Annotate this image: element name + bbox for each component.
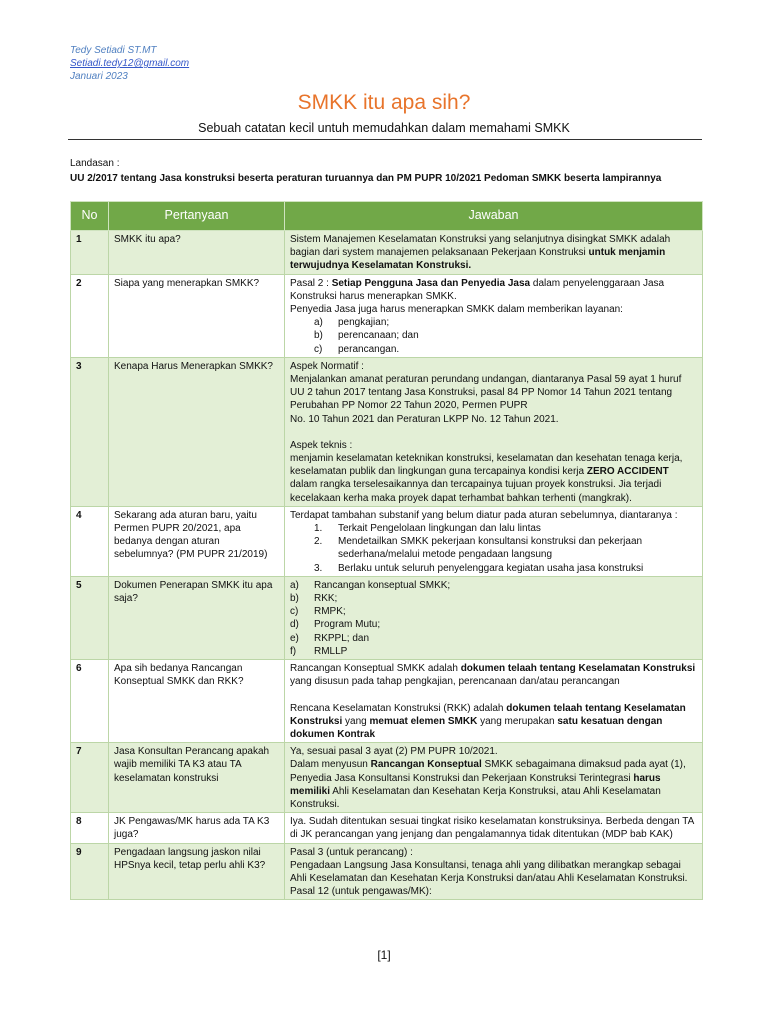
author-block	[70, 44, 189, 83]
list-item: b) perencanaan; dan	[314, 330, 419, 342]
row-question: Sekarang ada aturan baru, yaitu Permen PUPR 20/2021, apa bedanya dengan aturan sebelumnya? (PM PUPR 21/2019)	[109, 506, 285, 576]
page-subtitle: Sebuah catatan kecil untuh memudahkan dalam memahami SMKK	[198, 121, 570, 135]
row-question: JK Pengawas/MK harus ada TA K3 juga?	[109, 813, 285, 843]
list-item: e) RKPPL; dan	[290, 632, 370, 644]
list-item: a) Rancangan konseptual SMKK;	[290, 579, 451, 591]
title-divider	[68, 139, 702, 140]
header-no: No	[71, 202, 109, 231]
row-answer: Iya. Sudah ditentukan sesuai tingkat risiko keselamatan konstruksinya. Berbeda dengan TA di JK perancangan yang jenjang dan pengalamannya tidak ditentukan (MDP bab KAK)	[285, 813, 703, 843]
row-answer: Pasal 3 (untuk perancang) : Pengadaan Langsung Jasa Konsultansi, tenaga ahli yang dilibatkan merangkap sebagai Ahli Keselamatan dan Kesehatan Kerja Konstruksi dan/atau Ahli Keselamatan Konstruksi. Pasal 12 (untuk pengawas/MK):	[285, 843, 703, 900]
table-row	[71, 813, 703, 843]
table-row	[71, 274, 703, 357]
list-item: b) RKK;	[290, 593, 338, 605]
row-question: SMKK itu apa?	[109, 231, 285, 275]
row-number: 1	[71, 231, 109, 275]
row-number: 9	[71, 843, 109, 900]
row-number: 7	[71, 743, 109, 813]
document-list	[290, 579, 697, 658]
page-number: [1]	[377, 948, 391, 962]
list-item: f) RMLLP	[290, 645, 348, 657]
row-answer: Ya, sesuai pasal 3 ayat (2) PM PUPR 10/2021. Dalam menyusun Rancangan Konseptual SMKK sebagaimana dimaksud pada ayat (1), Penyedia Jasa Konsultansi Konstruksi dan Pekerjaan Konstruksi Terintegrasi harus memiliki Ahli Keselamatan dan Kesehatan Kerja Konstruksi, atau Ahli Keselamatan Konstruksi.	[285, 743, 703, 813]
list-item: c) RMPK;	[290, 606, 346, 618]
table-row	[71, 843, 703, 900]
faq-table	[70, 201, 703, 900]
row-number: 6	[71, 660, 109, 743]
author-name: Tedy Setiadi ST.MT	[70, 45, 157, 56]
row-question: Apa sih bedanya Rancangan Konseptual SMKK dan RKK?	[109, 660, 285, 743]
list-item: 1. Terkait Pengelolaan lingkungan dan lalu lintas	[314, 523, 541, 535]
row-number: 3	[71, 357, 109, 506]
author-date: Januari 2023	[70, 71, 128, 82]
table-row	[71, 506, 703, 576]
row-number: 8	[71, 813, 109, 843]
row-answer: Pasal 2 : Setiap Pengguna Jasa dan Penyedia Jasa dalam penyelenggaraan Jasa Konstruksi harus menerapkan SMKK. Penyedia Jasa juga harus menerapkan SMKK dalam memberikan layanan: a) pengkajian; b) perencanaan; dan c) perancangan.	[285, 274, 703, 357]
list-item: d) Program Mutu;	[290, 619, 381, 631]
landasan-block	[70, 156, 661, 186]
landasan-reference: UU 2/2017 tentang Jasa konstruksi beserta peraturan turuannya dan PM PUPR 10/2021 Pedoman SMKK beserta lampirannya	[70, 173, 662, 184]
row-number: 2	[71, 274, 109, 357]
table-row	[71, 576, 703, 659]
table-row	[71, 357, 703, 506]
row-number: 5	[71, 576, 109, 659]
page-title: SMKK itu apa sih?	[297, 91, 471, 114]
difference-list	[290, 522, 697, 575]
row-answer: Sistem Manajemen Keselamatan Konstruksi yang selanjutnya disingkat SMKK adalah bagian dari system manajemen pelaksanaan Pekerjaan Konstruksi untuk menjamin terwujudnya Keselamatan Konstruksi.	[285, 231, 703, 275]
table-row	[71, 231, 703, 275]
landasan-label: Landasan :	[70, 158, 120, 169]
list-item: 2. Mendetailkan SMKK pekerjaan konsultansi konstruksi dan pekerjaan sederhana/melalui metode pengadaan langsung	[314, 536, 643, 561]
list-item: a) pengkajian;	[314, 317, 390, 329]
header-pertanyaan: Pertanyaan	[109, 202, 285, 231]
table-header-row	[71, 202, 703, 231]
row-number: 4	[71, 506, 109, 576]
table-row	[71, 660, 703, 743]
row-answer: Terdapat tambahan substanif yang belum diatur pada aturan sebelumnya, diantaranya : 1. Terkait Pengelolaan lingkungan dan lalu lintas 2. Mendetailkan SMKK pekerjaan konsultansi konstruksi dan pekerjaan sederhana/melalui metode pengadaan langsung 3. Berlaku untuk seluruh penyelenggara kegiatan usaha jasa konstruksi	[285, 506, 703, 576]
row-question: Kenapa Harus Menerapkan SMKK?	[109, 357, 285, 506]
row-answer: Rancangan Konseptual SMKK adalah dokumen telaah tentang Keselamatan Konstruksi yang disusun pada tahap pengkajian, perencanaan dan/atau perancangan Rencana Keselamatan Konstruksi (RKK) adalah dokumen telaah tentang Keselamatan Konstruksi yang memuat elemen SMKK yang merupakan satu kesatuan dengan dokumen Kontrak	[285, 660, 703, 743]
list-item: c) perancangan.	[314, 343, 400, 355]
row-question: Siapa yang menerapkan SMKK?	[109, 274, 285, 357]
row-question: Jasa Konsultan Perancang apakah wajib memiliki TA K3 atau TA keselamatan konstruksi	[109, 743, 285, 813]
author-email-link[interactable]: Setiadi.tedy12@gmail.com	[70, 58, 190, 69]
list-item: 3. Berlaku untuk seluruh penyelenggara kegiatan usaha jasa konstruksi	[314, 562, 644, 574]
service-list	[290, 316, 697, 356]
header-jawaban: Jawaban	[285, 202, 703, 231]
table-row	[71, 743, 703, 813]
row-answer: Aspek Normatif : Menjalankan amanat peraturan perundang undangan, diantaranya Pasal 59 ayat 1 huruf UU 2 tahun 2017 tentang Jasa Konstruksi, pasal 84 PP Nomor 14 Tahun 2021 tentang Perubahan PP Nomor 22 Tahun 2020, Permen PUPR No. 10 Tahun 2021 dan Peraturan LKPP No. 12 Tahun 2021. Aspek teknis : menjamin keselamatan keteknikan konstruksi, keselamatan dan kesehatan tenaga kerja, keselamatan publik dan lingkungan guna tercapainya kondisi kerja ZERO ACCIDENT dalam rangka terselesaikannya dan tercapainya tujuan proyek konstruksi. Jia terjadi kecelakaan kerha maka proyek dapat terhambat bahkan terhenti (mangkrak).	[285, 357, 703, 506]
row-question: Dokumen Penerapan SMKK itu apa saja?	[109, 576, 285, 659]
row-answer	[285, 576, 703, 659]
row-question: Pengadaan langsung jaskon nilai HPSnya kecil, tetap perlu ahli K3?	[109, 843, 285, 900]
